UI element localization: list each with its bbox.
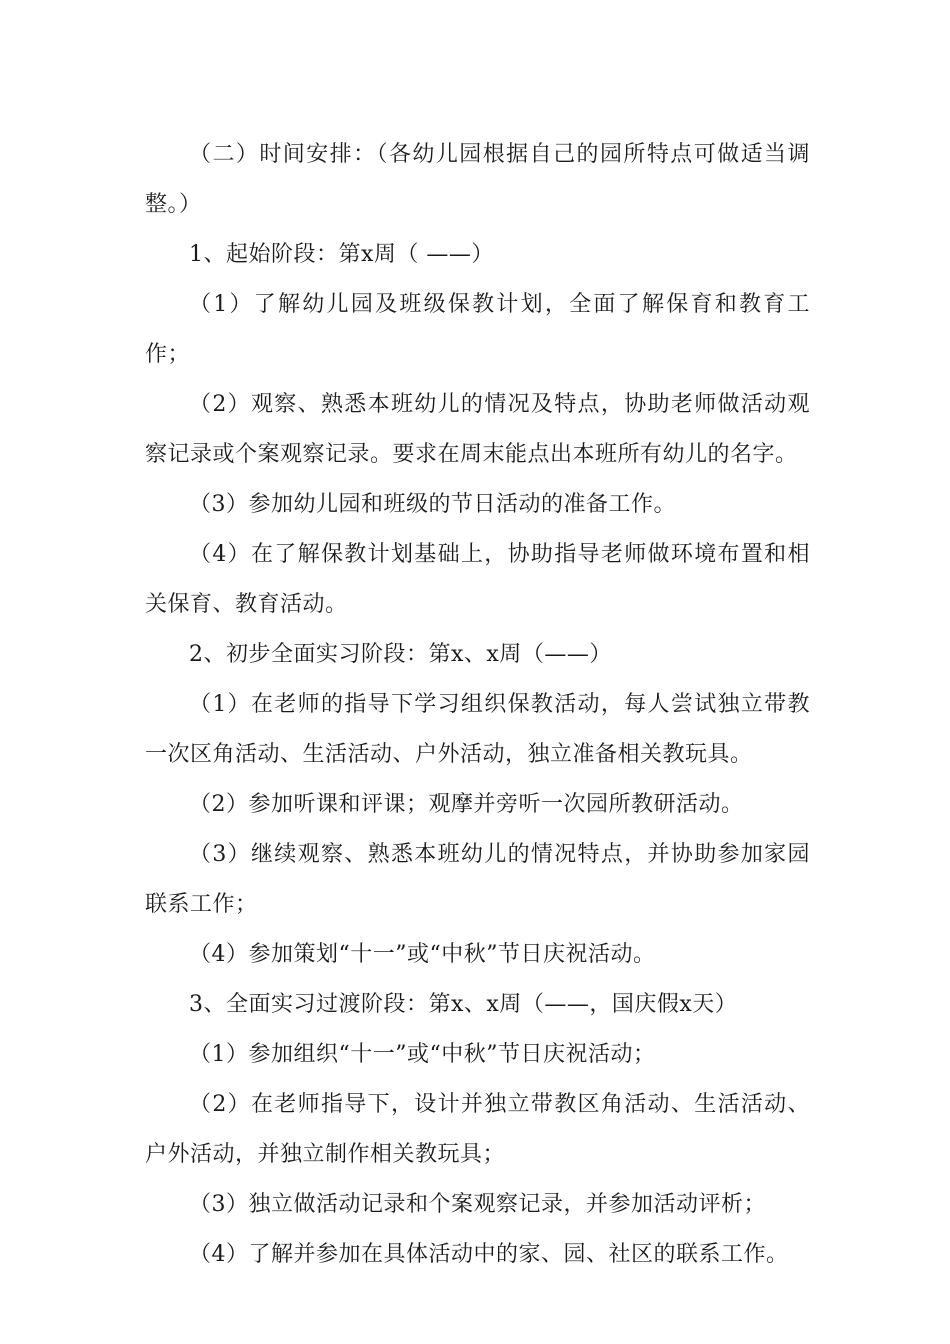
stage-3-item-2: （2）在老师指导下，设计并独立带教区角活动、生活活动、户外活动，并独立制作相关教玩具； <box>145 1092 810 1167</box>
stage-3-heading: 3、全面实习过渡阶段：第x、x周（——，国庆假x天） <box>189 992 738 1017</box>
stage-2-item-4: （4）参加策划“十一”或“中秋”节日庆祝活动。 <box>189 942 656 967</box>
stage-1-item-3: （3）参加幼儿园和班级的节日活动的准备工作。 <box>189 492 676 517</box>
stage-3-item-1: （1）参加组织“十一”或“中秋”节日庆祝活动； <box>189 1042 656 1067</box>
stage-2-item-2: （2）参加听课和评课；观摩并旁听一次园所教研活动。 <box>189 792 744 817</box>
stage-3-item-3: （3）独立做活动记录和个案观察记录，并参加活动评析； <box>189 1192 766 1217</box>
section-heading-schedule: （二）时间安排：（各幼儿园根据自己的园所特点可做适当调整。） <box>145 142 810 217</box>
stage-1-item-4: （4）在了解保教计划基础上，协助指导老师做环境布置和相关保育、教育活动。 <box>145 542 810 617</box>
document-body <box>145 130 810 1280</box>
stage-1-item-2: （2）观察、熟悉本班幼儿的情况及特点，协助老师做活动观察记录或个案观察记录。要求在周末能点出本班所有幼儿的名字。 <box>145 392 810 467</box>
stage-1-item-1: （1）了解幼儿园及班级保教计划，全面了解保育和教育工作； <box>145 292 810 367</box>
stage-2-item-3: （3）继续观察、熟悉本班幼儿的情况特点，并协助参加家园联系工作； <box>145 842 810 917</box>
stage-2-item-1: （1）在老师的指导下学习组织保教活动，每人尝试独立带教一次区角活动、生活活动、户外活动，独立准备相关教玩具。 <box>145 692 810 767</box>
stage-3-item-4: （4）了解并参加在具体活动中的家、园、社区的联系工作。 <box>189 1242 789 1267</box>
stage-1-heading: 1、起始阶段：第x周（ ——） <box>189 242 494 267</box>
stage-2-heading: 2、初步全面实习阶段：第x、x周（——） <box>189 642 612 667</box>
